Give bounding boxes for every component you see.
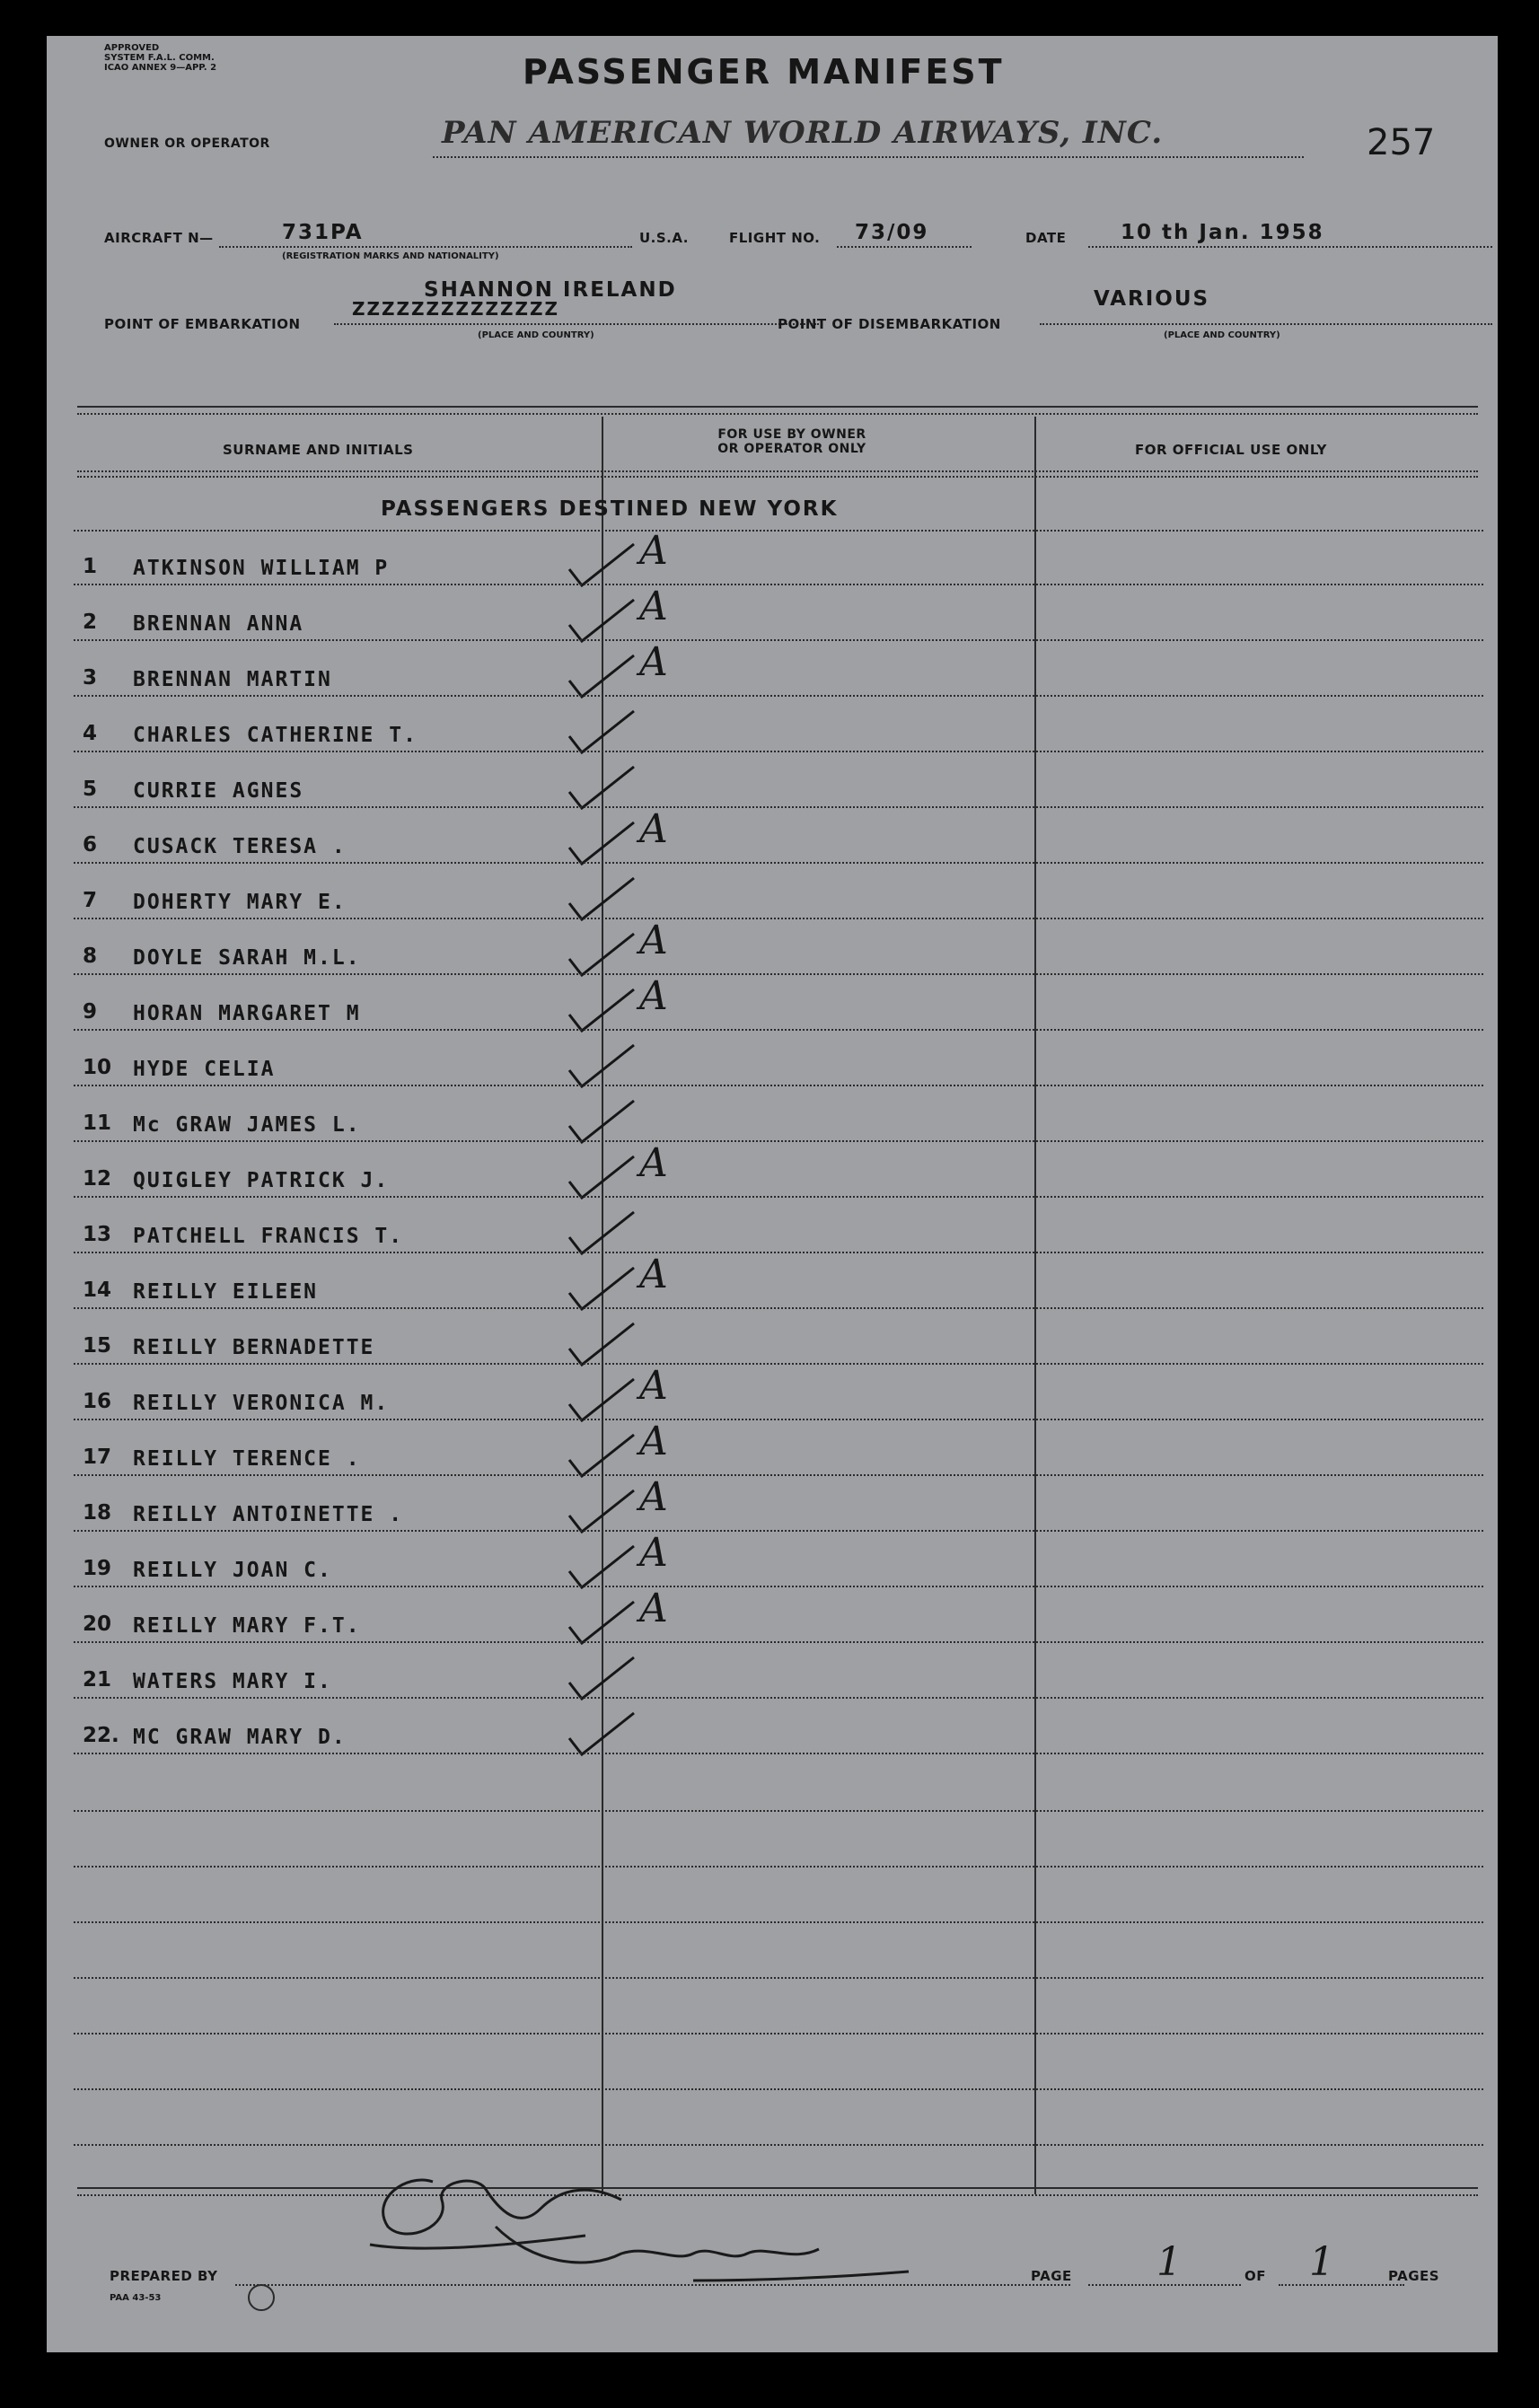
table-row [47, 702, 1498, 758]
passenger-number: 20 [83, 1613, 112, 1636]
table-row [47, 1704, 1498, 1760]
blank-row-rule [74, 1866, 1483, 1868]
blank-row-rule [74, 1810, 1483, 1812]
col-official-header: FOR OFFICIAL USE ONLY [1135, 442, 1327, 458]
date-value: 10 th Jan. 1958 [1121, 221, 1324, 244]
row-rule [74, 1697, 1483, 1699]
table-row [47, 1203, 1498, 1259]
row-rule [74, 918, 1483, 919]
approval-line-2: SYSTEM F.A.L. COMM. [104, 53, 215, 63]
owner-label: OWNER OR OPERATOR [104, 136, 270, 151]
blank-row-rule [74, 1977, 1483, 1979]
row-rule [74, 584, 1483, 585]
form-code: PAA 43-53 [110, 2293, 162, 2303]
row-rule [74, 1586, 1483, 1587]
passenger-number: 8 [83, 945, 98, 968]
of-label: OF [1244, 2268, 1266, 2284]
table-row [47, 639, 1498, 702]
passenger-number: 21 [83, 1668, 112, 1692]
registration-note: (REGISTRATION MARKS AND NATIONALITY) [282, 251, 499, 261]
check-letter: A [639, 1363, 668, 1409]
passenger-number: 11 [83, 1112, 112, 1135]
passenger-name: REILLY EILEEN [133, 1280, 319, 1304]
passenger-name: REILLY JOAN C. [133, 1559, 332, 1582]
table-row [47, 1140, 1498, 1203]
passenger-name: MC GRAW MARY D. [133, 1726, 347, 1749]
of-underline [1279, 2284, 1404, 2286]
passenger-number: 22. [83, 1724, 119, 1747]
passenger-number: 5 [83, 778, 98, 801]
table-row [47, 918, 1498, 980]
row-rule [74, 1307, 1483, 1309]
passenger-number: 19 [83, 1557, 112, 1580]
page-value: 1 [1156, 2239, 1182, 2285]
passenger-number: 18 [83, 1501, 112, 1525]
page-label: PAGE [1031, 2268, 1072, 2284]
row-rule [74, 1474, 1483, 1476]
passenger-number: 6 [83, 833, 98, 857]
passenger-number: 4 [83, 722, 98, 745]
passenger-number: 15 [83, 1334, 112, 1358]
row-rule [74, 1419, 1483, 1420]
of-value: 1 [1309, 2239, 1334, 2285]
table-row [47, 584, 1498, 646]
form-logo [248, 2284, 275, 2311]
table-row [47, 1363, 1498, 1426]
passenger-number: 7 [83, 889, 98, 912]
pages-label: PAGES [1388, 2268, 1440, 2284]
section-heading: PASSENGERS DESTINED NEW YORK [381, 497, 839, 521]
passenger-name: REILLY TERENCE . [133, 1447, 361, 1471]
table-top-rule [77, 406, 1478, 408]
passenger-number: 3 [83, 666, 98, 690]
passenger-name: CHARLES CATHERINE T. [133, 724, 418, 747]
embarkation-place-note: (PLACE AND COUNTRY) [478, 330, 594, 340]
passenger-number: 13 [83, 1223, 112, 1246]
approval-line-1: APPROVED [104, 43, 160, 53]
blank-row-rule [74, 2033, 1483, 2034]
row-rule [74, 695, 1483, 697]
passenger-number: 10 [83, 1056, 112, 1079]
blank-row-rule [74, 2088, 1483, 2090]
row-rule [74, 751, 1483, 752]
check-letter: A [639, 1252, 668, 1297]
passenger-name: HYDE CELIA [133, 1058, 276, 1081]
owner-underline [433, 156, 1304, 158]
prepared-by-underline [235, 2284, 1070, 2286]
passenger-name: ATKINSON WILLIAM P [133, 557, 390, 580]
passenger-name: BRENNAN MARTIN [133, 668, 332, 691]
passenger-name: HORAN MARGARET M [133, 1002, 361, 1025]
blank-row-rule [74, 1921, 1483, 1923]
passenger-name: DOYLE SARAH M.L. [133, 946, 361, 970]
usa-label: U.S.A. [639, 230, 689, 246]
table-row [47, 1648, 1498, 1704]
disembarkation-place-note: (PLACE AND COUNTRY) [1164, 330, 1280, 340]
page-title: PASSENGER MANIFEST [523, 52, 1005, 92]
row-rule [74, 1363, 1483, 1365]
table-row [47, 973, 1498, 1036]
passenger-number: 2 [83, 611, 98, 634]
disembarkation-label: POINT OF DISEMBARKATION [778, 316, 1001, 332]
check-letter: A [639, 973, 668, 1019]
embarkation-label: POINT OF EMBARKATION [104, 316, 301, 332]
date-underline [1088, 246, 1492, 248]
embarkation-value: SHANNON IRELAND [424, 278, 677, 302]
passenger-name: DOHERTY MARY E. [133, 891, 347, 914]
check-letter: A [639, 806, 668, 852]
row-rule [74, 806, 1483, 808]
check-letter: A [639, 918, 668, 963]
passenger-name: REILLY ANTOINETTE . [133, 1503, 404, 1526]
check-letter: A [639, 584, 668, 629]
table-row [47, 1252, 1498, 1314]
col-surname-header: SURNAME AND INITIALS [223, 442, 414, 458]
table-row [47, 1314, 1498, 1370]
check-letter: A [639, 1140, 668, 1186]
passenger-number: 1 [83, 555, 98, 578]
disembarkation-underline [1040, 323, 1492, 325]
passenger-name: WATERS MARY I. [133, 1670, 332, 1693]
table-row [47, 1092, 1498, 1147]
row-rule [74, 639, 1483, 641]
flight-underline [837, 246, 972, 248]
disembarkation-value: VARIOUS [1094, 287, 1210, 311]
check-letter: A [639, 1419, 668, 1464]
aircraft-label: AIRCRAFT N— [104, 230, 214, 246]
approval-block [104, 43, 284, 73]
table-top-rule-2 [77, 413, 1478, 415]
table-row [47, 1474, 1498, 1537]
check-letter: A [639, 1474, 668, 1520]
table-row [47, 806, 1498, 869]
table-row [47, 1419, 1498, 1481]
table-row [47, 1530, 1498, 1593]
passenger-name: QUIGLEY PATRICK J. [133, 1169, 390, 1192]
passenger-number: 14 [83, 1279, 112, 1302]
row-rule [74, 1753, 1483, 1754]
row-rule [74, 1140, 1483, 1142]
passenger-name: REILLY VERONICA M. [133, 1392, 390, 1415]
section-heading-rule [74, 530, 1483, 532]
table-row [47, 1036, 1498, 1092]
embarkation-underline [334, 323, 819, 325]
flight-value: 73/09 [855, 221, 929, 244]
passenger-number: 12 [83, 1167, 112, 1191]
header-bottom-rule [77, 470, 1478, 472]
passenger-number: 16 [83, 1390, 112, 1413]
check-letter: A [639, 1530, 668, 1576]
row-rule [74, 862, 1483, 864]
passenger-number: 9 [83, 1000, 98, 1024]
date-label: DATE [1025, 230, 1067, 246]
row-rule [74, 1085, 1483, 1086]
row-rule [74, 1196, 1483, 1198]
passenger-name: CURRIE AGNES [133, 779, 304, 803]
flight-label: FLIGHT NO. [729, 230, 821, 246]
table-row [47, 758, 1498, 813]
header-bottom-rule-2 [77, 476, 1478, 478]
row-rule [74, 1530, 1483, 1532]
signature [352, 2146, 927, 2307]
passenger-name: PATCHELL FRANCIS T. [133, 1225, 404, 1248]
page-underline [1088, 2284, 1241, 2286]
passenger-name: REILLY BERNADETTE [133, 1336, 375, 1359]
aircraft-underline [219, 246, 632, 248]
row-rule [74, 1641, 1483, 1643]
passenger-name: CUSACK TERESA . [133, 835, 347, 858]
table-row [47, 869, 1498, 925]
owner-value: PAN AMERICAN WORLD AIRWAYS, INC. [442, 115, 1164, 151]
row-rule [74, 1029, 1483, 1031]
row-rule [74, 1252, 1483, 1253]
passenger-name: BRENNAN ANNA [133, 612, 304, 636]
passenger-name: REILLY MARY F.T. [133, 1614, 361, 1638]
check-letter: A [639, 1586, 668, 1631]
passenger-name: Mc GRAW JAMES L. [133, 1113, 361, 1137]
embarkation-struck: ZZZZZZZZZZZZZZ [352, 298, 560, 320]
col-owner-header: FOR USE BY OWNER OR OPERATOR ONLY [717, 427, 866, 456]
page-stamp: 257 [1367, 122, 1436, 163]
check-letter: A [639, 639, 668, 685]
approval-line-3: ICAO ANNEX 9—APP. 2 [104, 63, 217, 73]
check-letter: A [639, 528, 668, 574]
aircraft-value: 731PA [282, 221, 364, 244]
passenger-number: 17 [83, 1446, 112, 1469]
manifest-sheet [47, 36, 1498, 2352]
table-row [47, 1586, 1498, 1648]
prepared-by-label: PREPARED BY [110, 2268, 218, 2284]
row-rule [74, 973, 1483, 975]
table-row [47, 528, 1498, 591]
